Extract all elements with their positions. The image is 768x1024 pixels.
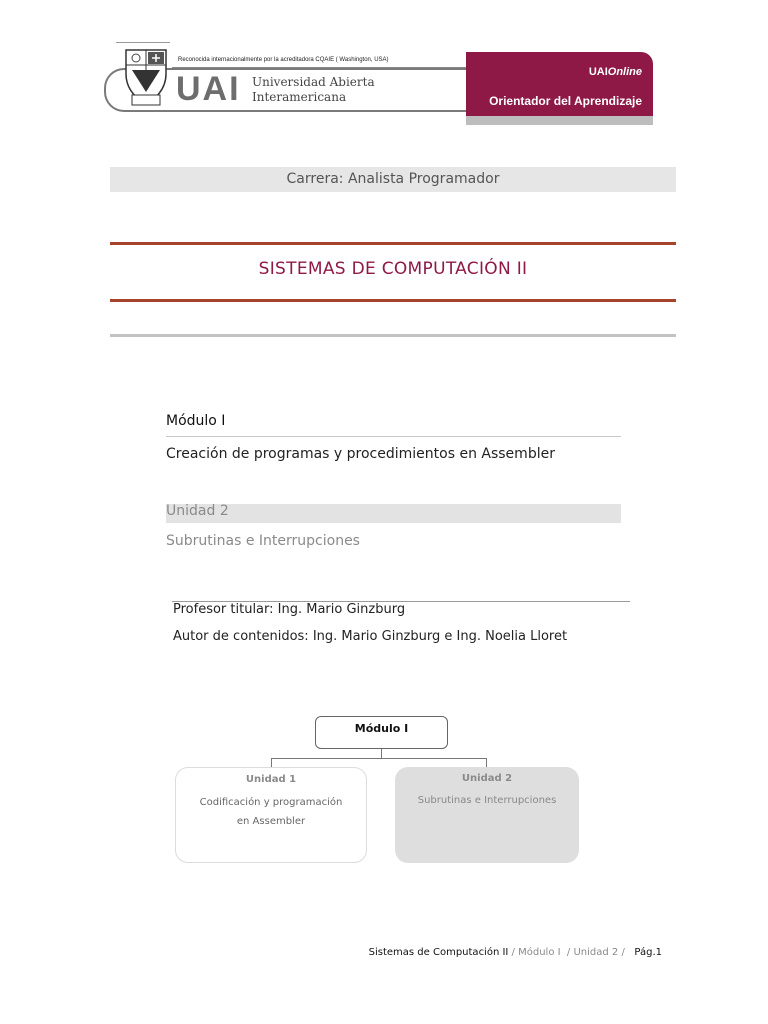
header-divider [172, 67, 468, 68]
modulo-rule [166, 436, 621, 437]
section-divider [110, 334, 676, 337]
uai-online-brand [589, 66, 642, 78]
diagram-card-unidad-1 [175, 767, 367, 863]
title-rule-top [110, 242, 676, 245]
diagram-connector-stem [381, 749, 382, 758]
diagram-card-unidad-2 [395, 767, 579, 863]
header-subtitle: Orientador del Aprendizaje [489, 94, 642, 108]
profesor-titular: Profesor titular: Ing. Mario Ginzburg [173, 602, 406, 617]
university-name [252, 75, 375, 105]
brand-text: UAI [588, 66, 608, 78]
diagram-connector-bar [271, 758, 487, 759]
footer-modulo: Módulo I [518, 947, 561, 958]
course-title: SISTEMAS DE COMPUTACIÓN II [258, 259, 528, 279]
university-crest-icon [124, 48, 168, 108]
footer-page: Pág.1 [634, 947, 662, 958]
carrera-bar [110, 167, 676, 192]
unidad-description: Subrutinas e Interrupciones [166, 533, 360, 549]
autor-contenidos: Autor de contenidos: Ing. Mario Ginzburg e Ing. Noelia Lloret [173, 629, 568, 644]
carrera-label: Carrera: [286, 171, 344, 187]
card-title: Unidad 1 [245, 774, 297, 785]
unidad-bar [166, 504, 621, 523]
page-footer: Sistemas de Computación II / Módulo I / Unidad 2 / Pág.1 [368, 947, 662, 958]
card-text-line: Subrutinas e Interrupciones [417, 795, 557, 806]
footer-unidad: Unidad 2 [573, 947, 619, 958]
unidad-heading: Unidad 2 [166, 503, 229, 519]
brand-italic-text: Online [607, 66, 642, 78]
card-text [395, 791, 579, 810]
diagram-root-node: Módulo I [315, 716, 448, 749]
uai-logo: UAI [176, 70, 241, 108]
card-text-line: en Assembler [236, 816, 306, 827]
university-name-line2: Interamericana [252, 90, 347, 104]
modulo-description: Creación de programas y procedimientos en Assembler [166, 446, 555, 462]
footer-course: Sistemas de Computación II [368, 947, 509, 958]
accreditation-text: Reconocida internacionalmente por la acreditadora CQAIE ( Washington, USA) [178, 57, 389, 63]
card-text-line: Codificación y programación [199, 797, 343, 808]
title-rule-bottom [110, 299, 676, 302]
card-title: Unidad 2 [461, 773, 513, 784]
carrera-value: Analista Programador [347, 171, 500, 187]
card-text [176, 793, 366, 831]
header-top-rule [116, 42, 170, 43]
header-brand-strip [466, 116, 653, 125]
university-name-line1: Universidad Abierta [252, 75, 375, 89]
modulo-heading: Módulo I [166, 413, 226, 429]
